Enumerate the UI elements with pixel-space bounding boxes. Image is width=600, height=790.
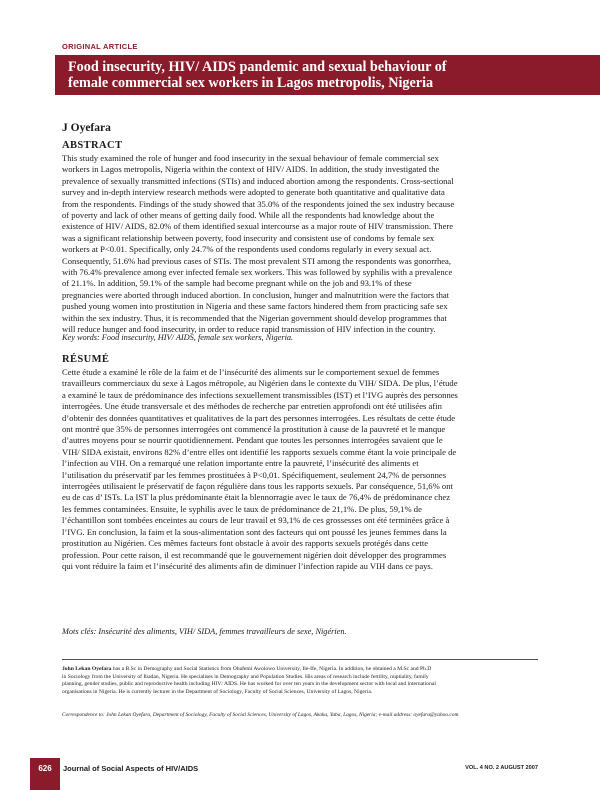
resume-line: l’utilisation du préservatif par les femmes prostituées à P<0,01. Spécifiquement, seulement 24,7% de personnes <box>62 469 447 480</box>
bio-line-text: has a B.Sc in Demography and Social Statistics from Obafemi Awolowo University, Ile-Ife, Nigeria. In addition, he obtained a M.Sc and Ph.D <box>111 666 432 672</box>
resume-line: l’infection au VIH. On a remarqué une relation importante entre la pauvreté, l’insécurité des aliments et <box>62 458 419 469</box>
abstract-line: of poverty and lack of other means of getting daily food. While all the respondents had knowledge about the <box>62 210 435 221</box>
resume-keywords: Mots clés: Insécurité des aliments, VIH/ SIDA, femmes travailleurs de sexe, Nigérien. <box>62 627 347 636</box>
abstract-line: prevalence of sexually transmitted infections (STIs) and induced abortion among the respondents. Cross-sectional <box>62 175 454 186</box>
page-number: 626 <box>38 764 52 773</box>
title-line: female commercial sex workers in Lagos metropolis, Nigeria <box>68 75 434 91</box>
abstract-line: will reduce hunger and food insecurity, in order to reduce rapid transmission of HIV infection in the country. <box>62 324 436 335</box>
abstract-line: within the sex industry. Thus, it is recommended that the Nigerian government should develop programmes that <box>62 312 447 323</box>
abstract-line: existence of HIV/ AIDS, 82.0% of them identified sexual intercourse as a major route of HIV transmission. There <box>62 221 454 232</box>
abstract-line: from the respondents. Findings of the study showed that 35.0% of the respondents joined the sex industry because <box>62 198 455 209</box>
article-title <box>68 59 588 91</box>
resume-heading: RÉSUMÉ <box>62 354 110 365</box>
abstract-body <box>62 153 538 336</box>
resume-line: qui vont réduire la faim et l’insécurité des aliments afin de diminuer l’infection rapide au VIH dans ce pays. <box>62 560 433 571</box>
resume-line: prostitution au Nigérien. Ces mêmes facteurs font obstacle à avoir des rapports sexuels protégés dans cette <box>62 538 429 549</box>
resume-line: eu de cas d’ ISTs. La IST la plus prédominante était la blennorragie avec le taux de 76,4% de prédominance chez <box>62 492 451 503</box>
resume-line: VIH/ SIDA existait, environs 82% d’entre elles ont identifié les rapports sexuels comme étant la voie principale de <box>62 446 457 457</box>
article-type-label: ORIGINAL ARTICLE <box>62 42 138 51</box>
resume-line: profession. Pour cette raison, il est recommandé que le gouvernement nigérien doit développer des programmes <box>62 549 447 560</box>
abstract-line: pregnancies were aborted through induced abortion. In conclusion, hunger and malnutrition were the factors that <box>62 289 450 300</box>
journal-name: Journal of Social Aspects of HIV/AIDS <box>63 764 199 773</box>
author-name: J Oyefara <box>62 122 111 134</box>
author-bio <box>62 666 538 696</box>
resume-line: Cette étude a examiné le rôle de la faim et de l’insécurité des aliments sur le comportement sexuel de femmes <box>62 367 440 377</box>
resume-line: d’autres moyens pour se nourrir quotidiennement. Pendant que toutes les personnes interrogées savaient que le <box>62 435 443 446</box>
bio-line: organisations in Nigeria. He is currently lecturer in the Department of Sociology, Faculty of Social Sciences, University of Lagos, Nigeria. <box>62 688 373 695</box>
volume-info: VOL. 4 NO. 2 AUGUST 2007 <box>465 765 538 771</box>
abstract-keywords: Key words: Food insecurity, HIV/ AIDS, female sex workers, Nigeria. <box>62 333 294 342</box>
resume-line: ont montré que 35% de personnes interrogées ont commencé la prostitution à cause de la pauvreté et le manque <box>62 424 446 435</box>
resume-line: interrogées. Une étude transversale et des méthodes de recherche par entretien approfondi ont été utilisées afin <box>62 401 442 412</box>
bio-line <box>62 666 538 674</box>
bio-line: in Sociology from the University of Ibadan, Nigeria. He specialises in Demography and Population Studies. His areas of research include fertility, nuptiality, family <box>62 673 429 680</box>
footnote-divider <box>62 659 538 660</box>
abstract-line: of 21.1%. In addition, 59.1% of the sample had become pregnant while on the job and 93.1% of these <box>62 278 412 289</box>
abstract-line: survey and in-depth interview research methods were adopted to generate both quantitative and qualitative data <box>62 187 445 198</box>
bio-line: planning, gender studies, public and reproductive health including HIV/ AIDS. He has worked for over ten years in the development sector with local and international <box>62 681 436 688</box>
resume-line: d’obtenir des données quantitatives et qualitatives de la part des personnes interrogées. Les résultats de cette étude <box>62 412 456 423</box>
resume-line: l’échantillon sont tombées enceintes au cours de leur travail et 93,1% de ces grossesses ont été terminées grâce à <box>62 515 450 526</box>
abstract-line: was a significant relationship between poverty, food insecurity and consistent use of condoms by female sex <box>62 232 435 243</box>
resume-line: travailleurs commerciaux du sexe à Lagos métropole, au Nigérien dans le contexte du VIH/ SIDA. De plus, l’étude <box>62 378 458 389</box>
abstract-line: Consequently, 51.6% had previous cases of STIs. The most prevalent STI among the respondents was gonorrhea, <box>62 255 452 266</box>
abstract-line: with 76.4% prevalence among ever infected female sex workers. This was followed by syphilis with a prevalence <box>62 267 453 278</box>
resume-line: l’IVG. En conclusion, la faim et la sous-alimentation sont des facteurs qui ont poussé les jeunes femmes dans la <box>62 526 447 537</box>
abstract-line: workers at P<0.01. Specifically, only 24.7% of the respondents used condoms regularly in every sexual act. <box>62 244 432 255</box>
resume-line: a examiné le taux de prédominance des infections sexuellement transmissibles (IST) et l’IVG auprès des personnes <box>62 389 458 400</box>
abstract-line: pushed young women into prostitution in Nigeria and these same factors hindered them from practicing safe sex <box>62 301 448 312</box>
resume-line: interrogées utilisaient le préservatif de façon régulière dans tous les rapports sexuels. Par conséquence, 51,6% ont <box>62 481 453 492</box>
abstract-line: workers in Lagos metropolis, Nigeria within the context of HIV/ AIDS. In addition, the study investigated the <box>62 164 440 175</box>
page-number-badge <box>30 758 60 790</box>
correspondence-note: Correspondence to: John Lekan Oyefara, Department of Sociology, Faculty of Social Sciences, University of Lagos, Akoka, Yaba, Lagos, Nigeria; e-mail address: oyefara@yahoo.com <box>62 712 459 718</box>
abstract-line: This study examined the role of hunger and food insecurity in the sexual behaviour of female commercial sex <box>62 153 439 163</box>
resume-body <box>62 367 538 572</box>
resume-line: les femmes contaminées. Ensuite, le syphilis avec le taux de prédominance de 21,1%. De plus, 59,1% de <box>62 503 422 514</box>
title-line: Food insecurity, HIV/ AIDS pandemic and sexual behaviour of <box>68 59 447 75</box>
abstract-heading: ABSTRACT <box>62 140 123 151</box>
title-banner <box>55 55 600 95</box>
bio-author-name: John Lekan Oyefara <box>62 666 112 672</box>
